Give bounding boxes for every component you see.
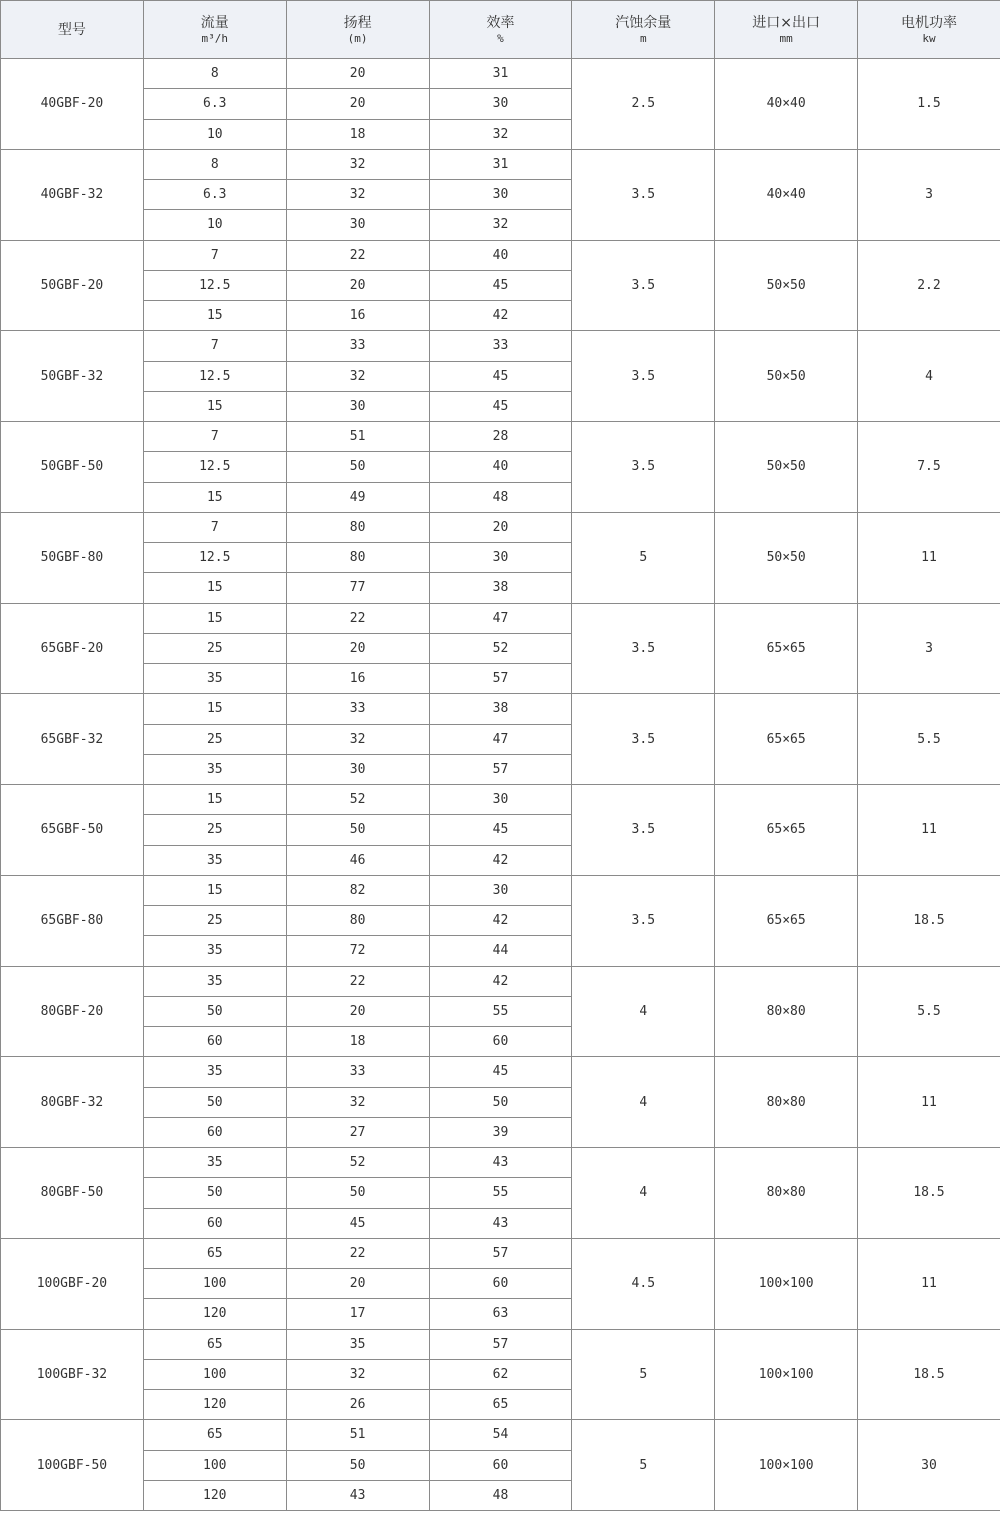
flow-cell: 15 [143, 391, 286, 421]
flow-cell: 50 [143, 1178, 286, 1208]
flow-cell: 15 [143, 482, 286, 512]
motor-power-cell: 30 [858, 1420, 1000, 1511]
head-cell: 52 [286, 785, 429, 815]
npsh-cell: 3.5 [572, 603, 715, 694]
model-cell: 50GBF-50 [1, 422, 144, 513]
flow-cell: 35 [143, 966, 286, 996]
efficiency-cell: 48 [429, 1480, 572, 1510]
npsh-cell: 5 [572, 1329, 715, 1420]
efficiency-cell: 38 [429, 573, 572, 603]
head-cell: 32 [286, 149, 429, 179]
efficiency-cell: 30 [429, 875, 572, 905]
efficiency-cell: 50 [429, 1087, 572, 1117]
head-cell: 72 [286, 936, 429, 966]
flow-cell: 6.3 [143, 89, 286, 119]
flow-cell: 100 [143, 1269, 286, 1299]
model-cell: 80GBF-20 [1, 966, 144, 1057]
table-row [1, 1148, 1000, 1178]
efficiency-cell: 30 [429, 785, 572, 815]
table-row [1, 1329, 1000, 1359]
efficiency-cell: 52 [429, 633, 572, 663]
flow-cell: 15 [143, 603, 286, 633]
motor-power-cell: 3 [858, 603, 1000, 694]
head-cell: 50 [286, 1450, 429, 1480]
head-cell: 20 [286, 270, 429, 300]
head-cell: 50 [286, 452, 429, 482]
head-cell: 33 [286, 694, 429, 724]
table-body [1, 59, 1000, 1511]
flow-cell: 65 [143, 1420, 286, 1450]
efficiency-cell: 30 [429, 89, 572, 119]
flow-cell: 10 [143, 210, 286, 240]
header-unit: m³/h [201, 31, 229, 45]
efficiency-cell: 40 [429, 240, 572, 270]
header-inlet-outlet [715, 1, 858, 59]
head-cell: 80 [286, 543, 429, 573]
head-cell: 33 [286, 1057, 429, 1087]
head-cell: 51 [286, 422, 429, 452]
flow-cell: 6.3 [143, 180, 286, 210]
head-cell: 80 [286, 906, 429, 936]
model-cell: 65GBF-32 [1, 694, 144, 785]
inlet-outlet-cell: 100×100 [715, 1420, 858, 1511]
npsh-cell: 3.5 [572, 149, 715, 240]
model-cell: 50GBF-32 [1, 331, 144, 422]
flow-cell: 35 [143, 754, 286, 784]
head-cell: 20 [286, 1269, 429, 1299]
inlet-outlet-cell: 65×65 [715, 875, 858, 966]
efficiency-cell: 42 [429, 845, 572, 875]
efficiency-cell: 30 [429, 180, 572, 210]
model-cell: 50GBF-20 [1, 240, 144, 331]
head-cell: 27 [286, 1117, 429, 1147]
efficiency-cell: 20 [429, 512, 572, 542]
efficiency-cell: 57 [429, 1238, 572, 1268]
efficiency-cell: 54 [429, 1420, 572, 1450]
head-cell: 32 [286, 1359, 429, 1389]
npsh-cell: 3.5 [572, 331, 715, 422]
flow-cell: 60 [143, 1117, 286, 1147]
flow-cell: 35 [143, 1057, 286, 1087]
flow-cell: 25 [143, 633, 286, 663]
model-cell: 65GBF-80 [1, 875, 144, 966]
head-cell: 22 [286, 1238, 429, 1268]
flow-cell: 120 [143, 1390, 286, 1420]
efficiency-cell: 39 [429, 1117, 572, 1147]
head-cell: 17 [286, 1299, 429, 1329]
head-cell: 46 [286, 845, 429, 875]
head-cell: 33 [286, 331, 429, 361]
flow-cell: 7 [143, 240, 286, 270]
efficiency-cell: 38 [429, 694, 572, 724]
efficiency-cell: 45 [429, 391, 572, 421]
npsh-cell: 4.5 [572, 1238, 715, 1329]
efficiency-cell: 40 [429, 452, 572, 482]
motor-power-cell: 11 [858, 785, 1000, 876]
model-cell: 80GBF-50 [1, 1148, 144, 1239]
model-cell: 65GBF-20 [1, 603, 144, 694]
efficiency-cell: 60 [429, 1027, 572, 1057]
head-cell: 49 [286, 482, 429, 512]
motor-power-cell: 1.5 [858, 59, 1000, 150]
motor-power-cell: 7.5 [858, 422, 1000, 513]
header-label: 进口×出口 [752, 14, 820, 31]
head-cell: 26 [286, 1390, 429, 1420]
efficiency-cell: 45 [429, 1057, 572, 1087]
motor-power-cell: 5.5 [858, 966, 1000, 1057]
npsh-cell: 3.5 [572, 240, 715, 331]
flow-cell: 7 [143, 422, 286, 452]
head-cell: 45 [286, 1208, 429, 1238]
flow-cell: 60 [143, 1027, 286, 1057]
inlet-outlet-cell: 50×50 [715, 240, 858, 331]
flow-cell: 7 [143, 512, 286, 542]
header-label: 型号 [57, 21, 86, 38]
efficiency-cell: 55 [429, 1178, 572, 1208]
header-row [1, 1, 1000, 59]
npsh-cell: 4 [572, 966, 715, 1057]
flow-cell: 35 [143, 936, 286, 966]
head-cell: 22 [286, 240, 429, 270]
header-flow [143, 1, 286, 59]
head-cell: 16 [286, 664, 429, 694]
flow-cell: 100 [143, 1450, 286, 1480]
model-cell: 100GBF-20 [1, 1238, 144, 1329]
table-row [1, 1238, 1000, 1268]
efficiency-cell: 62 [429, 1359, 572, 1389]
flow-cell: 65 [143, 1329, 286, 1359]
table-row [1, 331, 1000, 361]
inlet-outlet-cell: 80×80 [715, 1148, 858, 1239]
head-cell: 30 [286, 754, 429, 784]
inlet-outlet-cell: 40×40 [715, 59, 858, 150]
header-label: 扬程 [343, 14, 372, 31]
head-cell: 22 [286, 966, 429, 996]
head-cell: 52 [286, 1148, 429, 1178]
efficiency-cell: 42 [429, 301, 572, 331]
flow-cell: 25 [143, 815, 286, 845]
flow-cell: 25 [143, 906, 286, 936]
flow-cell: 12.5 [143, 543, 286, 573]
header-efficiency [429, 1, 572, 59]
efficiency-cell: 47 [429, 724, 572, 754]
efficiency-cell: 31 [429, 59, 572, 89]
header-label: 汽蚀余量 [615, 14, 672, 31]
inlet-outlet-cell: 80×80 [715, 966, 858, 1057]
head-cell: 30 [286, 210, 429, 240]
flow-cell: 15 [143, 694, 286, 724]
efficiency-cell: 43 [429, 1148, 572, 1178]
npsh-cell: 3.5 [572, 875, 715, 966]
head-cell: 20 [286, 59, 429, 89]
efficiency-cell: 65 [429, 1390, 572, 1420]
npsh-cell: 5 [572, 512, 715, 603]
inlet-outlet-cell: 80×80 [715, 1057, 858, 1148]
head-cell: 20 [286, 996, 429, 1026]
table-row [1, 1420, 1000, 1450]
header-motor-power [858, 1, 1000, 59]
efficiency-cell: 45 [429, 361, 572, 391]
flow-cell: 7 [143, 331, 286, 361]
efficiency-cell: 48 [429, 482, 572, 512]
motor-power-cell: 18.5 [858, 1148, 1000, 1239]
efficiency-cell: 33 [429, 331, 572, 361]
motor-power-cell: 11 [858, 512, 1000, 603]
efficiency-cell: 30 [429, 543, 572, 573]
efficiency-cell: 57 [429, 754, 572, 784]
motor-power-cell: 3 [858, 149, 1000, 240]
flow-cell: 100 [143, 1359, 286, 1389]
flow-cell: 25 [143, 724, 286, 754]
inlet-outlet-cell: 50×50 [715, 512, 858, 603]
head-cell: 82 [286, 875, 429, 905]
npsh-cell: 5 [572, 1420, 715, 1511]
efficiency-cell: 45 [429, 270, 572, 300]
efficiency-cell: 57 [429, 1329, 572, 1359]
motor-power-cell: 11 [858, 1057, 1000, 1148]
table-row [1, 875, 1000, 905]
inlet-outlet-cell: 65×65 [715, 785, 858, 876]
header-label: 电机功率 [900, 14, 957, 31]
efficiency-cell: 32 [429, 210, 572, 240]
head-cell: 18 [286, 1027, 429, 1057]
npsh-cell: 4 [572, 1057, 715, 1148]
table-row [1, 422, 1000, 452]
inlet-outlet-cell: 65×65 [715, 694, 858, 785]
header-unit: mm [779, 31, 793, 45]
efficiency-cell: 44 [429, 936, 572, 966]
head-cell: 30 [286, 391, 429, 421]
flow-cell: 12.5 [143, 270, 286, 300]
header-unit: kw [922, 31, 936, 45]
flow-cell: 8 [143, 149, 286, 179]
npsh-cell: 3.5 [572, 785, 715, 876]
table-row [1, 149, 1000, 179]
head-cell: 20 [286, 89, 429, 119]
npsh-cell: 3.5 [572, 422, 715, 513]
table-row [1, 512, 1000, 542]
flow-cell: 12.5 [143, 452, 286, 482]
efficiency-cell: 55 [429, 996, 572, 1026]
flow-cell: 120 [143, 1480, 286, 1510]
efficiency-cell: 57 [429, 664, 572, 694]
flow-cell: 15 [143, 573, 286, 603]
head-cell: 32 [286, 724, 429, 754]
head-cell: 22 [286, 603, 429, 633]
flow-cell: 10 [143, 119, 286, 149]
motor-power-cell: 11 [858, 1238, 1000, 1329]
model-cell: 100GBF-50 [1, 1420, 144, 1511]
flow-cell: 8 [143, 59, 286, 89]
header-npsh [572, 1, 715, 59]
head-cell: 50 [286, 815, 429, 845]
header-model [1, 1, 144, 59]
header-label: 效率 [486, 14, 515, 31]
header-label: 流量 [200, 14, 229, 31]
header-unit: m [639, 31, 647, 45]
table-row [1, 694, 1000, 724]
model-cell: 40GBF-32 [1, 149, 144, 240]
inlet-outlet-cell: 65×65 [715, 603, 858, 694]
efficiency-cell: 60 [429, 1269, 572, 1299]
head-cell: 18 [286, 119, 429, 149]
table-row [1, 1057, 1000, 1087]
model-cell: 40GBF-20 [1, 59, 144, 150]
npsh-cell: 2.5 [572, 59, 715, 150]
head-cell: 16 [286, 301, 429, 331]
flow-cell: 12.5 [143, 361, 286, 391]
motor-power-cell: 18.5 [858, 875, 1000, 966]
efficiency-cell: 63 [429, 1299, 572, 1329]
npsh-cell: 3.5 [572, 694, 715, 785]
flow-cell: 50 [143, 1087, 286, 1117]
efficiency-cell: 43 [429, 1208, 572, 1238]
head-cell: 32 [286, 361, 429, 391]
flow-cell: 35 [143, 664, 286, 694]
flow-cell: 15 [143, 785, 286, 815]
inlet-outlet-cell: 50×50 [715, 422, 858, 513]
inlet-outlet-cell: 100×100 [715, 1238, 858, 1329]
efficiency-cell: 42 [429, 906, 572, 936]
head-cell: 51 [286, 1420, 429, 1450]
flow-cell: 65 [143, 1238, 286, 1268]
head-cell: 35 [286, 1329, 429, 1359]
efficiency-cell: 42 [429, 966, 572, 996]
flow-cell: 15 [143, 875, 286, 905]
efficiency-cell: 31 [429, 149, 572, 179]
model-cell: 65GBF-50 [1, 785, 144, 876]
motor-power-cell: 4 [858, 331, 1000, 422]
head-cell: 20 [286, 633, 429, 663]
flow-cell: 60 [143, 1208, 286, 1238]
head-cell: 77 [286, 573, 429, 603]
table-row [1, 240, 1000, 270]
header-unit: % [497, 31, 504, 45]
inlet-outlet-cell: 40×40 [715, 149, 858, 240]
efficiency-cell: 32 [429, 119, 572, 149]
motor-power-cell: 2.2 [858, 240, 1000, 331]
efficiency-cell: 60 [429, 1450, 572, 1480]
efficiency-cell: 47 [429, 603, 572, 633]
inlet-outlet-cell: 50×50 [715, 331, 858, 422]
motor-power-cell: 5.5 [858, 694, 1000, 785]
header-unit: (m) [347, 31, 368, 45]
head-cell: 32 [286, 180, 429, 210]
head-cell: 43 [286, 1480, 429, 1510]
motor-power-cell: 18.5 [858, 1329, 1000, 1420]
header-head [286, 1, 429, 59]
table-row [1, 785, 1000, 815]
efficiency-cell: 28 [429, 422, 572, 452]
head-cell: 50 [286, 1178, 429, 1208]
flow-cell: 15 [143, 301, 286, 331]
flow-cell: 50 [143, 996, 286, 1026]
table-row [1, 603, 1000, 633]
model-cell: 80GBF-32 [1, 1057, 144, 1148]
model-cell: 100GBF-32 [1, 1329, 144, 1420]
flow-cell: 35 [143, 1148, 286, 1178]
flow-cell: 120 [143, 1299, 286, 1329]
head-cell: 32 [286, 1087, 429, 1117]
npsh-cell: 4 [572, 1148, 715, 1239]
inlet-outlet-cell: 100×100 [715, 1329, 858, 1420]
table-row [1, 59, 1000, 89]
efficiency-cell: 45 [429, 815, 572, 845]
table-header [1, 1, 1000, 59]
model-cell: 50GBF-80 [1, 512, 144, 603]
head-cell: 80 [286, 512, 429, 542]
table-row [1, 966, 1000, 996]
flow-cell: 35 [143, 845, 286, 875]
